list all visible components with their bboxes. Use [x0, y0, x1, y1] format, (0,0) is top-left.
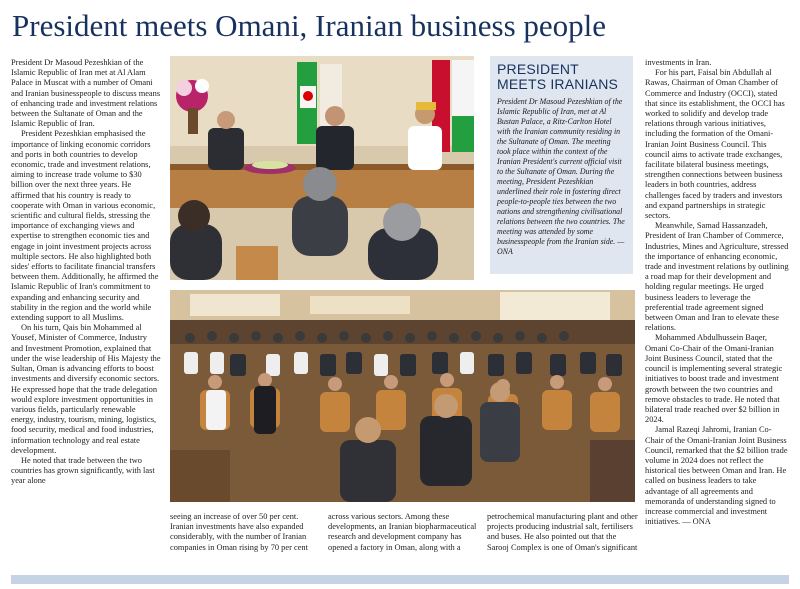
paragraph: petrochemical manufacturing plant and other projects producing industrial salt, fertilisers and buses. He also pointed out that the Sarooj Complex is one of Oman's significant	[487, 512, 638, 552]
sidebar-box	[490, 56, 633, 274]
sidebar-title-line: MEETS IRANIANS	[497, 76, 619, 92]
paragraph: For his part, Faisal bin Abdullah al Rawas, Chairman of Oman Chamber of Commerce and Industry (OCCI), stated that since its establishment, the OCCI has worked to solidify and develop trade relations through various initiatives, including the formation of the Omani-Iranian Joint Business Council. This council aims to activate trade exchanges, facilitate bilateral business meetings, strengthen connections between business leaders in both countries, address challenges faced by traders and investors and expand partnerships in strategic sectors.	[645, 68, 785, 221]
sidebar-title	[497, 62, 626, 92]
article-headline: President meets Omani, Iranian business people	[12, 8, 607, 43]
paragraph: across various sectors. Among these developments, an Iranian biopharmaceutical research and development company has opened a factory in Oman, along with a	[328, 512, 477, 552]
article-column-bottom-1	[170, 512, 322, 572]
article-column-bottom-3	[487, 512, 639, 572]
paragraph: President Dr Masoud Pezeshkian of the Islamic Republic of Iran met at Al Alam Palace in Muscat with a number of Omani and Iranian businesspeople to discuss means of enhancing trade and investment relations between the Sultanate of Oman and the Islamic Republic of Iran.	[11, 58, 161, 129]
audience-photo-illustration	[170, 290, 635, 502]
sidebar-body: President Dr Masoud Pezeshkian of the Islamic Republic of Iran, met at Al Bustan Palace, a Ritz-Carlton Hotel with the Iranian community residing in the Sultanate of Oman. The meeting took place within the context of the Iranian President's current official visit to the Sultanate of Oman. During the meeting, President Pezeshkian underlined their role in fostering direct people-to-people ties between the two nations and strengthening civilisational relations between the two countries. The meeting was attended by some businesspeople from the Iranian side. — ONA	[497, 97, 625, 256]
paragraph: seeing an increase of over 50 per cent. Iranian investments have also expanded considerably, with the number of Iranian companies in Oman rising by 70 per cent	[170, 512, 308, 552]
article-column-bottom-2	[328, 512, 480, 572]
audience-photo	[170, 290, 635, 502]
paragraph: He noted that trade between the two countries has grown significantly, with last year alone	[11, 455, 155, 486]
paragraph: Mohammed Abdulhussein Baqer, Omani Co-Chair of the Omani-Iranian Joint Business Council, stated that the council is implementing several strategic initiatives to boost trade and investment growth between the two countries and remove obstacles to trade. He noted that bilateral trade reached over $2 billion in 2024.	[645, 333, 783, 425]
article-column-right	[645, 58, 790, 578]
paragraph: President Pezeshkian emphasised the importance of linking economic corridors and ports in both countries to develop economic, trade and investment relations, aiming to increase trade volume to $30 billion over the next three years. He affirmed that his country is ready to cooperate with Oman in various economic, scientific and cultural fields, stressing the importance of exchanging views and expertise to strengthen economic ties and engage in joint investment projects across multiple sectors. He also highlighted both sides' efforts to facilitate financial transfers between them. Additionally, he affirmed the Islamic Republic of Iran's commitment to expanding and enhancing security and stability in the region and the world while extending support to all Muslims.	[11, 129, 159, 323]
meeting-photo-illustration	[170, 56, 474, 280]
page-footer-bar	[11, 575, 789, 584]
sidebar-title-line: PRESIDENT	[497, 61, 579, 77]
paragraph: Jamal Razeqi Jahromi, Iranian Co-Chair of the Omani-Iranian Joint Business Council, remarked that the $2 billion trade volume in 2024 does not reflect the historical ties between Oman and Iran. He called on business leaders to take advantage of all agreements and memoranda of understanding signed to increase commercial and investment initiatives. — ONA	[645, 425, 788, 527]
paragraph: Meanwhile, Samad Hassanzadeh, President of Iran Chamber of Commerce, Industries, Mines and Agriculture, stressed the importance of enhancing economic, trade and investment relations by outlining a road map for their development and holding regular meetings. He urged business leaders to leverage the preferential trade agreement signed between Oman and Iran to elevate these relations.	[645, 221, 789, 333]
meeting-photo	[170, 56, 474, 280]
article-column-left	[11, 58, 161, 583]
paragraph: On his turn, Qais bin Mohammed al Yousef, Minister of Commerce, Industry and Investment Promotion, explained that under the wise leadership of His Majesty the Sultan, Oman is advancing efforts to boost investments and diversify economic sectors. He expressed hope that the trade delegation would explore investment opportunities in various fields, particularly renewable energy, industry, tourism, mining, logistics, food security, medical and food industries, information technology and real estate development.	[11, 323, 161, 455]
paragraph: investments in Iran.	[645, 58, 712, 67]
